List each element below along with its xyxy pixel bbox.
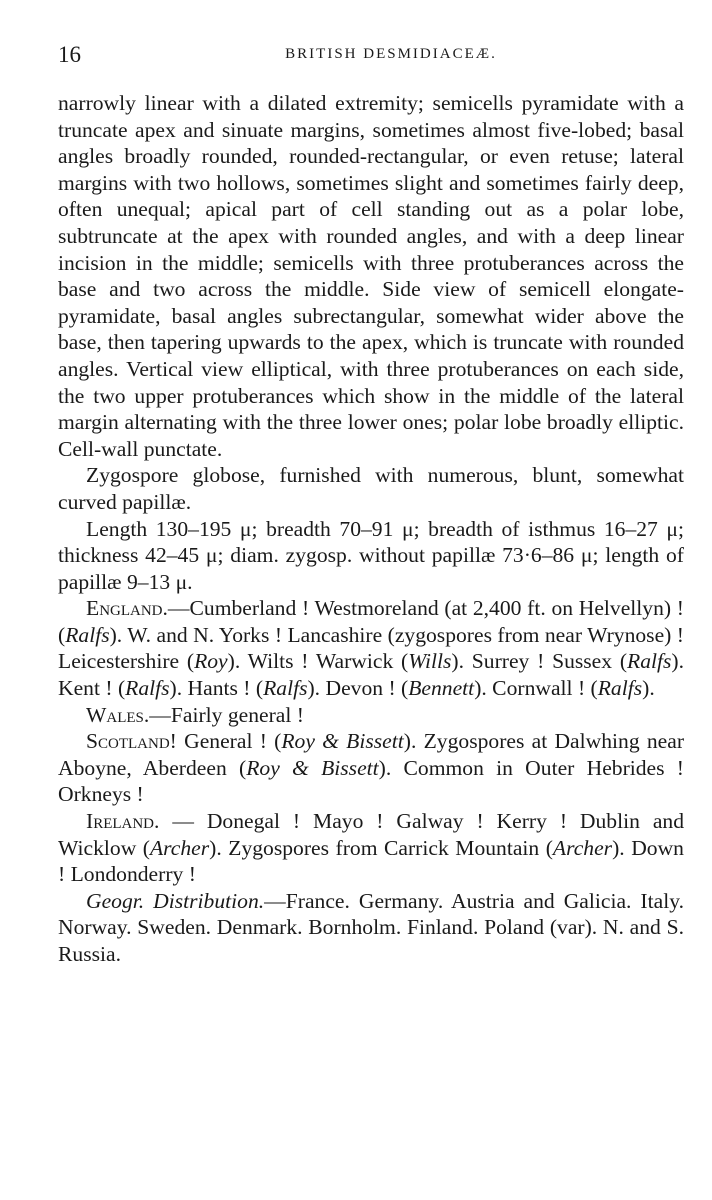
wales-label: Wales.: [86, 702, 150, 727]
page-number: 16: [58, 42, 81, 67]
ireland-label: Ireland.: [86, 809, 160, 834]
authority: Ralfs: [263, 676, 308, 701]
authority: Roy & Bissett: [246, 755, 379, 780]
authority: Ralfs: [597, 676, 643, 701]
zygospore-paragraph: Zygospore globose, furnished with numerous, blunt, somewhat curved papillæ.: [58, 463, 684, 514]
authority: Archer: [552, 835, 613, 860]
england-label: England.: [86, 596, 168, 621]
england-paragraph: England.—Cumberland ! Westmoreland (at 2,400 ft. on Helvellyn) ! (Ralfs). W. and N. Yorks ! Lancashire (zygospores from near Wrynose) ! Leicestershire (Roy). Wilts ! Warwick (Wills). Surrey ! Sussex (Ralfs). Kent ! (Ralfs). Hants ! (Ralfs). Devon ! (Bennett). Cornwall ! (Ralfs).: [58, 596, 685, 701]
authority: Wills: [408, 649, 452, 674]
body-text: [58, 90, 684, 968]
authority: Ralfs: [65, 622, 110, 647]
authority: Ralfs: [627, 649, 672, 674]
scotland-paragraph: Scotland! General ! (Roy & Bissett). Zygospores at Dalwhing near Aboyne, Aberdeen (Roy & Bissett). Common in Outer Hebrides ! Orkneys !: [58, 729, 685, 807]
scotland-label: Scotland: [86, 729, 170, 754]
authority: Bennett: [408, 676, 475, 701]
wales-paragraph: Wales.—Fairly general !: [86, 702, 304, 727]
running-title: BRITISH DESMIDIACEÆ.: [285, 46, 497, 62]
ireland-paragraph: Ireland. — Donegal ! Mayo ! Galway ! Kerry ! Dublin and Wicklow (Archer). Zygospores from Carrick Mountain (Archer). Down ! Londonderry !: [58, 809, 684, 887]
page-header: [58, 40, 684, 76]
authority: Roy: [194, 649, 228, 674]
authority: Archer: [149, 835, 210, 860]
measurements-paragraph: Length 130–195 μ; breadth 70–91 μ; breadth of isthmus 16–27 μ; thickness 42–45 μ; diam. zygosp. without papillæ 73·6–86 μ; length of papillæ 9–13 μ.: [58, 516, 684, 594]
authority: Roy & Bissett: [281, 729, 404, 754]
page: [58, 40, 684, 968]
distribution-paragraph: Geogr. Distribution.—France. Germany. Austria and Galicia. Italy. Norway. Sweden. Denmark. Bornholm. Finland. Poland (var). N. and S. Russia.: [58, 888, 684, 966]
description-paragraph: narrowly linear with a dilated extremity; semicells pyramidate with a truncate apex and sinuate margins, sometimes almost five-lobed; basal angles broadly rounded, rounded-rectangular, or even retuse; lateral margins with two hollows, sometimes slight and sometimes fairly deep, often unequal; apical part of cell standing out as a polar lobe, subtruncate at the apex with rounded angles, and with a deep linear incision in the middle; semicells with three protuberances across the base and two across the middle. Side view of semicell elongate-pyramidate, basal angles subrectangular, somewhat wider above the base, then tapering upwards to the apex, which is truncate with rounded angles. Vertical view elliptical, with three protuberances on each side, the two upper protuberances which show in the middle of the lateral margin alternating with the three lower ones; polar lobe broadly elliptic. Cell-wall punctate.: [58, 91, 684, 461]
authority: Ralfs: [125, 676, 170, 701]
distribution-label: Geogr. Distribution.: [86, 888, 265, 913]
